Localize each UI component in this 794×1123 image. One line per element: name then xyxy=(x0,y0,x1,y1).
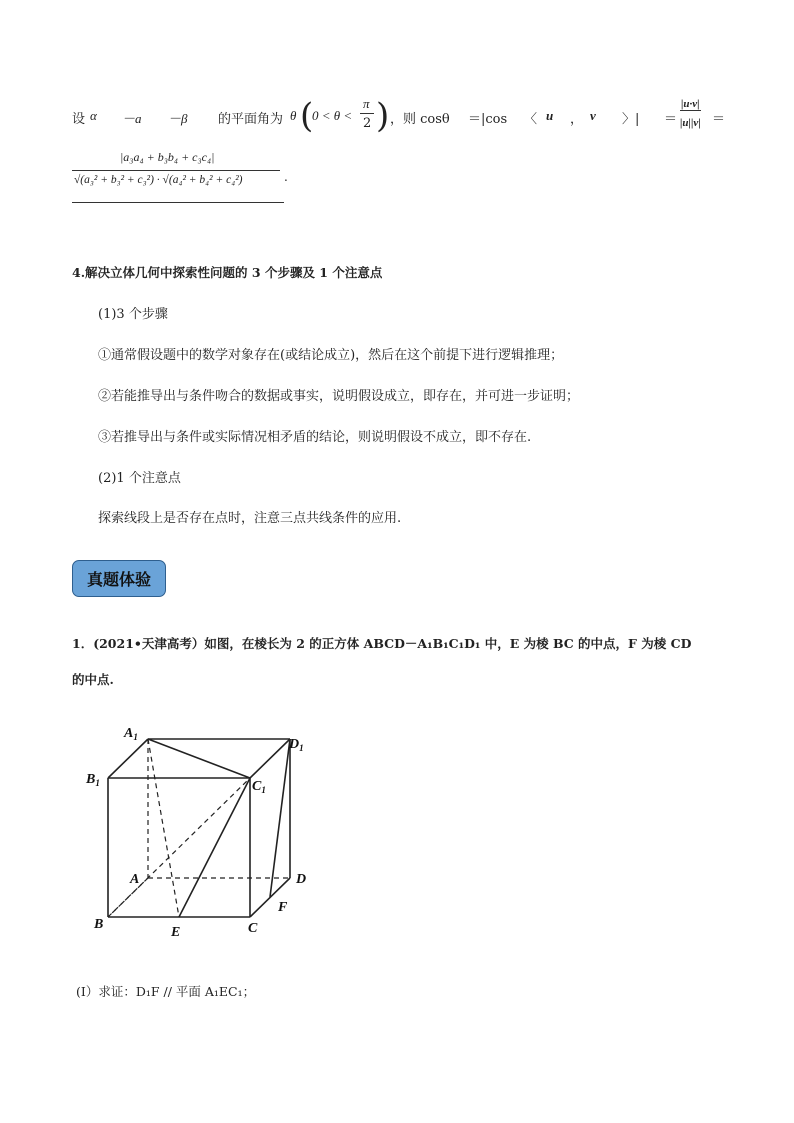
formula-eq: ＝ xyxy=(664,112,678,127)
formula-prefix: 设 xyxy=(72,112,86,127)
formula-pi-bar xyxy=(360,113,374,114)
formula-close: 〉| xyxy=(622,112,640,127)
formula-u-open: 〈 xyxy=(524,112,538,127)
formula-theta: θ xyxy=(290,108,297,123)
section4-sub2: (2)1 个注意点 xyxy=(98,471,181,486)
formula-pi: π xyxy=(363,96,370,111)
section4-note: 探索线段上是否存在点时，注意三点共线条件的应用. xyxy=(98,511,402,526)
formula-dash-b: －β xyxy=(168,111,188,126)
formula-v: v xyxy=(590,108,596,123)
section4-step3: ③若推导出与条件或实际情况相矛盾的结论，则说明假设不成立，即不存在. xyxy=(98,430,532,445)
label-c1: $C_1$ xyxy=(252,779,266,795)
formula-paren-open: ( xyxy=(300,96,314,136)
formula-comma: ， xyxy=(570,112,584,127)
formula-line xyxy=(72,96,732,138)
formula-then: ，则 cosθ xyxy=(390,112,450,127)
formula-condition: 0 < θ < xyxy=(312,108,353,123)
section-badge: 真题体验 xyxy=(72,560,166,597)
label-d: D xyxy=(296,872,307,887)
formula-frac-uv-num: |u·v| xyxy=(681,98,700,110)
big-fraction xyxy=(72,150,292,206)
cube-figure xyxy=(80,720,320,940)
formula-frac-uv-den: |u||v| xyxy=(680,117,701,129)
formula-eq-abs-cos: ＝|cos xyxy=(468,112,508,127)
segment-c1-e xyxy=(179,778,250,917)
label-a1: $A_1$ xyxy=(124,726,138,742)
formula-paren-close: ) xyxy=(376,96,390,136)
label-f: F xyxy=(278,900,288,915)
formula-dash-a: －a xyxy=(122,111,142,126)
formula-two: 2 xyxy=(363,116,372,131)
formula-alpha: α xyxy=(90,108,97,123)
edge-a1-b1 xyxy=(108,739,148,778)
edge-c1-d1 xyxy=(250,739,290,778)
segment-d1-f xyxy=(270,739,290,897)
big-fraction-bar xyxy=(72,170,280,171)
big-fraction-period: . xyxy=(284,170,288,184)
problem-line2: 的中点. xyxy=(72,672,114,687)
section4-sub1: (1)3 个步骤 xyxy=(98,307,168,322)
problem-part1: (I）求证：D₁F // 平面 A₁EC₁； xyxy=(76,984,256,999)
problem-line1: 1．(2021•天津高考）如图，在棱长为 2 的正方体 ABCD－A₁B₁C₁D₁ 中，E 为棱 BC 的中点，F 为棱 CD xyxy=(72,636,692,651)
segment-a1-c1 xyxy=(148,739,250,778)
label-b1: $B_1$ xyxy=(86,772,100,788)
formula-u: u xyxy=(546,108,554,123)
big-fraction-denominator: √(a₃² + b₃² + c₃²) · √(a₄² + b₄² + c₄²) xyxy=(74,174,243,186)
label-a: A xyxy=(130,872,140,887)
formula-angle-text: 的平面角为 xyxy=(218,112,284,127)
segment-a1-e xyxy=(148,739,179,917)
section4-step2: ②若能推导出与条件吻合的数据或事实，说明假设成立，即存在，并可进一步证明； xyxy=(98,389,580,404)
label-d1: $D_1$ xyxy=(289,737,304,753)
label-b: B xyxy=(94,917,104,932)
formula-eq2: ＝ xyxy=(712,112,726,127)
big-fraction-underline xyxy=(72,202,284,203)
segment-b-c1 xyxy=(108,778,250,917)
section4-step1: ①通常假设题中的数学对象存在(或结论成立)，然后在这个前提下进行逻辑推理； xyxy=(98,348,564,363)
big-fraction-numerator: |a₃a₄ + b₃b₄ + c₃c₄| xyxy=(120,150,215,164)
label-c: C xyxy=(248,921,258,936)
label-e: E xyxy=(171,925,181,940)
section4-title: 4.解决立体几何中探索性问题的 3 个步骤及 1 个注意点 xyxy=(72,265,383,280)
